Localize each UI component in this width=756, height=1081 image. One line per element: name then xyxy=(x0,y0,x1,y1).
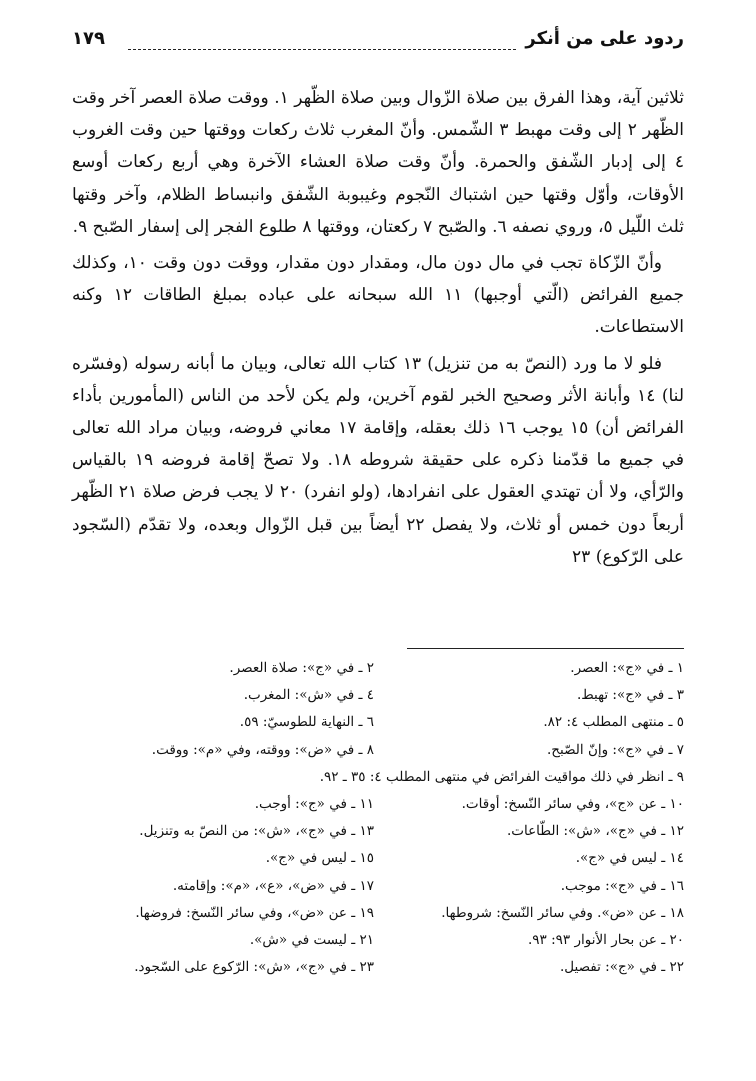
footnote-row xyxy=(72,850,684,877)
footnote: ١٤ ـ ليس في «ج». xyxy=(575,850,684,867)
footnote: ١٨ ـ عن «ض». وفي سائر النّسخ: شروطها. xyxy=(441,904,684,921)
footnote: ١ ـ في «ج»: العصر. xyxy=(570,660,684,676)
footnote: ٤ ـ في «ش»: المغرب. xyxy=(243,687,374,704)
footnote: ٢١ ـ ليست في «ش». xyxy=(249,931,374,948)
footnote-row xyxy=(72,823,684,850)
footnote: ١٢ ـ في «ج»، «ش»: الطّاعات. xyxy=(507,823,684,840)
footnote: ١٦ ـ في «ج»: موجب. xyxy=(560,877,684,894)
header-rule xyxy=(128,49,516,50)
main-text xyxy=(72,82,684,573)
footnote-row xyxy=(72,878,684,905)
footnote: ٧ ـ في «ج»: وإنّ الصّبح. xyxy=(547,741,684,758)
footnote-row xyxy=(72,687,684,714)
footnote-separator xyxy=(407,648,684,649)
footnote-row xyxy=(72,769,684,796)
footnote-row xyxy=(72,796,684,823)
footnote: ١٥ ـ ليس في «ج». xyxy=(265,850,374,867)
footnote: ١٩ ـ عن «ض»، وفي سائر النّسخ: فروضها. xyxy=(135,904,374,921)
footnote: ٣ ـ في «ج»: تهبط. xyxy=(576,687,684,704)
footnote: ١١ ـ في «ج»: أوجب. xyxy=(254,795,374,812)
paragraph: ثلاثين آية، وهذا الفرق بين صلاة الزّوال وبين صلاة الظّهر ١. ووقت صلاة العصر آخر وقت الظّهر ٢ إلى وقت مهبط ٣ الشّمس. وأنّ المغرب ثلاث ركعات ووقتها حين وقت الغروب ٤ إلى إدبار الشّفق والحمرة. وأنّ وقت صلاة العشاء الآخرة وهي أربع ركعات أوسع الأوقات، وأوّل وقتها حين اشتباك النّجوم وغيبوبة الشّفق وانبساط الظلام، وآخر وقتها ثلث اللّيل ٥، وروي نصفه ٦. والصّبح ٧ ركعتان، ووقتها ٨ طلوع الفجر إلى إسفار الصّبح ٩. xyxy=(72,88,684,237)
footnote: ١٣ ـ في «ج»، «ش»: من النصّ به وتنزيل. xyxy=(139,823,374,840)
footnote: ١٠ ـ عن «ج»، وفي سائر النّسخ: أوقات. xyxy=(461,795,684,812)
running-title: ردود علی من أنكر xyxy=(525,28,684,49)
footnote: ٥ ـ منتهى المطلب ٤: ٨٢. xyxy=(543,714,684,731)
footnote-row xyxy=(72,932,684,959)
footnote: ٩ ـ انظر في ذلك مواقيت الفرائض في منتهى المطلب ٤: ٣٥ ـ ٩٢. xyxy=(319,768,684,785)
footnote-row xyxy=(72,660,684,687)
page-number: ١٧٩ xyxy=(72,28,105,49)
footnote: ٢ ـ في «ج»: صلاة العصر. xyxy=(229,660,374,676)
footnotes xyxy=(72,660,684,986)
footnote: ٢٣ ـ في «ج»، «ش»: الرّكوع على السّجود. xyxy=(134,959,374,976)
footnote-row xyxy=(72,905,684,932)
paragraph: وأنّ الزّكاة تجب في مال دون مال، ومقدار دون مقدار، ووقت دون وقت ١٠، وكذلك جميع الفرائض (الّتي أوجبها) ١١ الله سبحانه على عباده بمبلغ الطاقات ١٢ وكنه الاستطاعات. xyxy=(72,253,684,338)
footnote-row xyxy=(72,742,684,769)
footnote-row xyxy=(72,714,684,741)
footnote: ٢٠ ـ عن بحار الأنوار ٩٣: ٩٣. xyxy=(528,931,684,948)
footnote: ٨ ـ في «ض»: ووقته، وفي «م»: ووقت. xyxy=(151,741,374,758)
footnote: ٦ ـ النهاية للطوسيّ: ٥٩. xyxy=(239,714,374,731)
paragraph: فلو لا ما ورد (النصّ به من تنزيل) ١٣ كتاب الله تعالى، وبيان ما أبانه رسوله (وفسّره لنا) ١٤ وأبانة الأثر وصحيح الخبر لقوم آخرين، ولم يكن لأحد من الناس (المأمورين بأداء الفرائض أن) ١٥ يوجب ١٦ ذلك بعقله، وإقامة ١٧ معاني فروضه، وبيان مراد الله تعالى في جميع ما قدّمنا ذكره على حقيقة شروطه ١٨. ولا تصحّ إقامة فروضه ١٩ بالقياس والرّأي، ولا أن تهتدي العقول على انفرادها، (ولو انفرد) ٢٠ لا يجب فرض صلاة ٢١ الظّهر أربعاً دون خمس أو ثلاث، ولا يفصل ٢٢ أيضاً بين قبل الزّوال وبعده، ولا تقدّم (السّجود على الرّكوع) ٢٣ xyxy=(72,353,685,567)
footnote: ١٧ ـ في «ض»، «ع»، «م»: وإقامته. xyxy=(172,877,374,894)
page-header xyxy=(72,28,684,62)
footnote-row xyxy=(72,959,684,986)
footnote: ٢٢ ـ في «ج»: تفصيل. xyxy=(559,959,684,976)
